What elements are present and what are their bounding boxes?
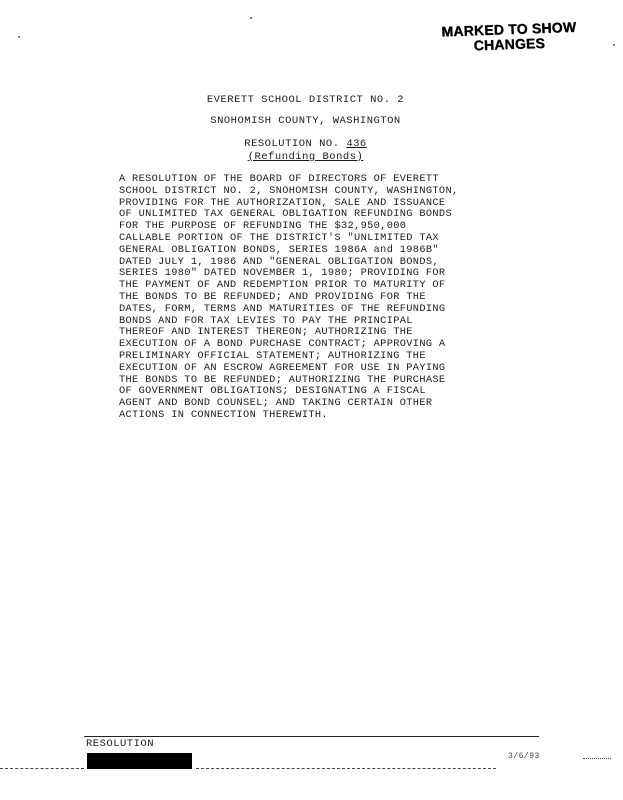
footer-reference: 3/6/93 — [508, 752, 540, 761]
body-line: THE BONDS TO BE REFUNDED; AND PROVIDING FOR THE — [119, 290, 426, 303]
body-line: OF UNLIMITED TAX GENERAL OBLIGATION REFUNDING BONDS — [119, 208, 452, 221]
body-line: EXECUTION OF AN ESCROW AGREEMENT FOR USE IN PAYING — [119, 361, 446, 374]
county-title: SNOHOMISH COUNTY, WASHINGTON — [210, 115, 401, 127]
scan-speck — [250, 17, 252, 19]
body-line: EXECUTION OF A BOND PURCHASE CONTRACT; APPROVING A — [119, 338, 446, 351]
body-line: A RESOLUTION OF THE BOARD OF DIRECTORS OF EVERETT — [119, 173, 439, 185]
resolution-subtitle-text: (Refunding Bonds) — [247, 151, 364, 163]
scan-artifact-line — [0, 768, 84, 769]
redaction-block — [87, 753, 192, 769]
body-line: THE BONDS TO BE REFUNDED; AUTHORIZING THE PURCHASE — [119, 373, 446, 386]
resolution-subtitle — [0, 151, 617, 163]
body-line: AGENT AND BOND COUNSEL; AND TAKING CERTAIN OTHER — [119, 397, 433, 410]
body-line: OF GOVERNMENT OBLIGATIONS; DESIGNATING A FISCAL — [119, 385, 426, 398]
body-line: SCHOOL DISTRICT NO. 2, SNOHOMISH COUNTY, WASHINGTON, — [119, 184, 459, 197]
scan-artifact-line — [196, 768, 496, 769]
resolution-prefix: RESOLUTION NO. — [244, 138, 340, 150]
stamp-line-2: CHANGES — [473, 34, 546, 54]
resolution-number: 436 — [346, 138, 367, 150]
body-line: THE PAYMENT OF AND REDEMPTION PRIOR TO MATURITY OF — [119, 279, 446, 292]
body-line: DATED JULY 1, 1986 AND "GENERAL OBLIGATION BONDS, — [119, 255, 439, 268]
body-line: SERIES 1980" DATED NOVEMBER 1, 1980; PROVIDING FOR — [119, 267, 446, 280]
body-line: GENERAL OBLIGATION BONDS, SERIES 1986A and 1986B" — [119, 243, 439, 256]
body-line: ACTIONS IN CONNECTION THEREWITH. — [119, 408, 328, 421]
resolution-number-line — [0, 138, 617, 150]
scan-speck — [18, 36, 20, 38]
body-line: CALLABLE PORTION OF THE DISTRICT'S "UNLIMITED TAX — [119, 231, 439, 244]
footer-label: RESOLUTION — [86, 738, 155, 750]
scan-speck — [613, 44, 615, 46]
marked-to-show-changes-stamp — [439, 20, 580, 55]
body-line: FOR THE PURPOSE OF REFUNDING THE $32,950,000 — [119, 220, 407, 233]
footer-divider — [84, 736, 539, 737]
body-line: THEREOF AND INTEREST THEREON; AUTHORIZING THE — [119, 326, 413, 339]
body-line: PRELIMINARY OFFICIAL STATEMENT; AUTHORIZING THE — [119, 349, 426, 362]
district-title: EVERETT SCHOOL DISTRICT NO. 2 — [206, 94, 405, 106]
resolution-body — [119, 174, 499, 422]
body-line: DATES, FORM, TERMS AND MATURITIES OF THE REFUNDING — [119, 302, 446, 315]
scan-artifact-line — [583, 758, 611, 759]
stamp-line-1: MARKED TO SHOW — [441, 18, 577, 40]
body-line: BONDS AND FOR TAX LEVIES TO PAY THE PRINCIPAL — [119, 314, 413, 327]
body-line: PROVIDING FOR THE AUTHORIZATION, SALE AND ISSUANCE — [119, 196, 446, 209]
